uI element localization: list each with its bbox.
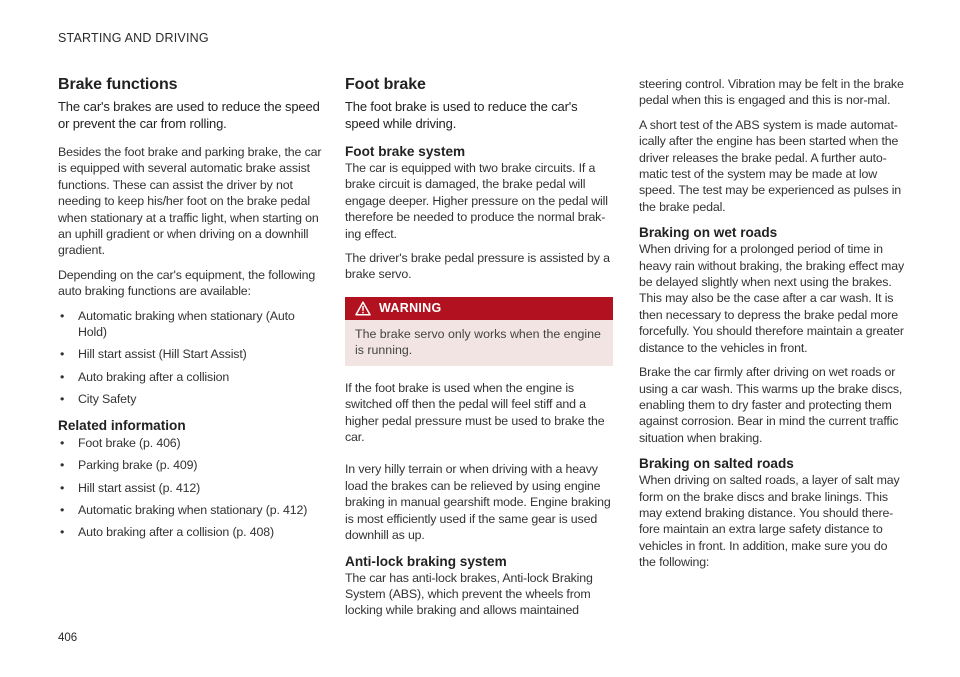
related-information-list (58, 435, 324, 541)
foot-brake-para-engine-off: If the foot brake is used when the engine is switched off then the pedal will feel stiff and a higher pedal pressure must be used to brake the car. (345, 380, 605, 445)
abs-para-1: The car has anti-lock brakes, Anti-lock Braking System (ABS), which prevent the wheels from locking while braking and allows maintained (345, 570, 593, 618)
brake-functions-para-2: Depending on the car's equipment, the following auto braking functions are available: (58, 267, 316, 299)
list-item: • Hill start assist (Hill Start Assist) (58, 346, 324, 362)
column-braking-conditions (639, 76, 907, 579)
brake-functions-title: Brake functions (58, 76, 178, 93)
page-number: 406 (58, 632, 78, 644)
related-link-auto-braking-collision[interactable]: • Auto braking after a collision (p. 408) (58, 524, 324, 540)
warning-text: The brake servo only works when the engine is running. (345, 320, 613, 366)
wet-roads-title: Braking on wet roads (639, 225, 778, 241)
foot-brake-system-para-2: The driver's brake pedal pressure is assisted by a brake servo. (345, 251, 610, 282)
related-information-title: Related information (58, 417, 186, 433)
salted-roads-title: Braking on salted roads (639, 456, 794, 472)
warning-box (345, 297, 613, 366)
section-header: STARTING AND DRIVING (58, 31, 209, 45)
foot-brake-system-para-1: The car is equipped with two brake circuits. If a brake circuit is damaged, the brake pedal will engage deeper. Higher pressure on the pedal will therefore be needed to produce the normal brak-ing effect. (345, 161, 608, 241)
list-item: • City Safety (58, 391, 324, 407)
abs-title: Anti-lock braking system (345, 553, 507, 569)
warning-triangle-icon (355, 301, 371, 316)
wet-roads-para-1: When driving for a prolonged period of time in heavy rain without braking, the braking effect may be delayed slightly when next using the brakes. This may also be the case after a car wash. It is then necessary to depress the brake pedal more forcefully. You should therefore maintain a greater distance to the vehicles in front. (639, 242, 905, 355)
foot-brake-para-hilly-terrain: In very hilly terrain or when driving with a heavy load the brakes can be relieved by using engine braking in manual gearshift mode. Engine braking is most efficiently used if the same gear is used downhill as up. (345, 462, 611, 543)
brake-functions-list (58, 308, 324, 408)
brake-functions-lead: The car's brakes are used to reduce the speed or prevent the car from rolling. (58, 99, 320, 131)
foot-brake-title: Foot brake (345, 76, 426, 93)
warning-label: WARNING (379, 301, 442, 316)
abs-para-1-continued: steering control. Vibration may be felt in the brake pedal when this is engaged and this is nor-mal. (639, 77, 904, 108)
warning-header (345, 297, 613, 320)
salted-roads-para-1: When driving on salted roads, a layer of salt may form on the brake discs and brake linings. This may extend braking distance. You should there-fore maintain an extra large safety distance to vehicles in front. In addition, make sure you do the following: (639, 473, 900, 570)
foot-brake-lead: The foot brake is used to reduce the car's speed while driving. (345, 99, 578, 131)
brake-functions-para-1: Besides the foot brake and parking brake, the car is equipped with several automatic brake assist functions. These can assist the driver by not needing to keep his/her foot on the brake pedal when stationary at a traffic light, when starting on an uphill gradient or when driving on a downhill gradient. (58, 145, 322, 258)
list-item: • Auto braking after a collision (58, 369, 324, 385)
related-link-auto-hold[interactable]: • Automatic braking when stationary (p. 412) (58, 502, 324, 518)
related-link-foot-brake[interactable]: • Foot brake (p. 406) (58, 435, 324, 451)
foot-brake-system-title: Foot brake system (345, 144, 466, 159)
related-link-parking-brake[interactable]: • Parking brake (p. 409) (58, 457, 324, 473)
related-link-hill-start-assist[interactable]: • Hill start assist (p. 412) (58, 480, 324, 496)
wet-roads-para-2: Brake the car firmly after driving on wet roads or using a car wash. This warms up the brake discs, enabling them to dry faster and protecting them against corrosion. Bear in mind the current traffic situation when braking. (639, 365, 903, 445)
list-item: • Automatic braking when stationary (Auto Hold) (58, 308, 324, 341)
column-brake-functions (58, 76, 324, 547)
column-foot-brake (345, 76, 613, 627)
abs-para-2: A short test of the ABS system is made automat-ically after the engine has been started when the driver releases the brake pedal. A further auto-matic test of the system may be made at low speed. The test may be experienced as pulses in the brake pedal. (639, 117, 902, 214)
